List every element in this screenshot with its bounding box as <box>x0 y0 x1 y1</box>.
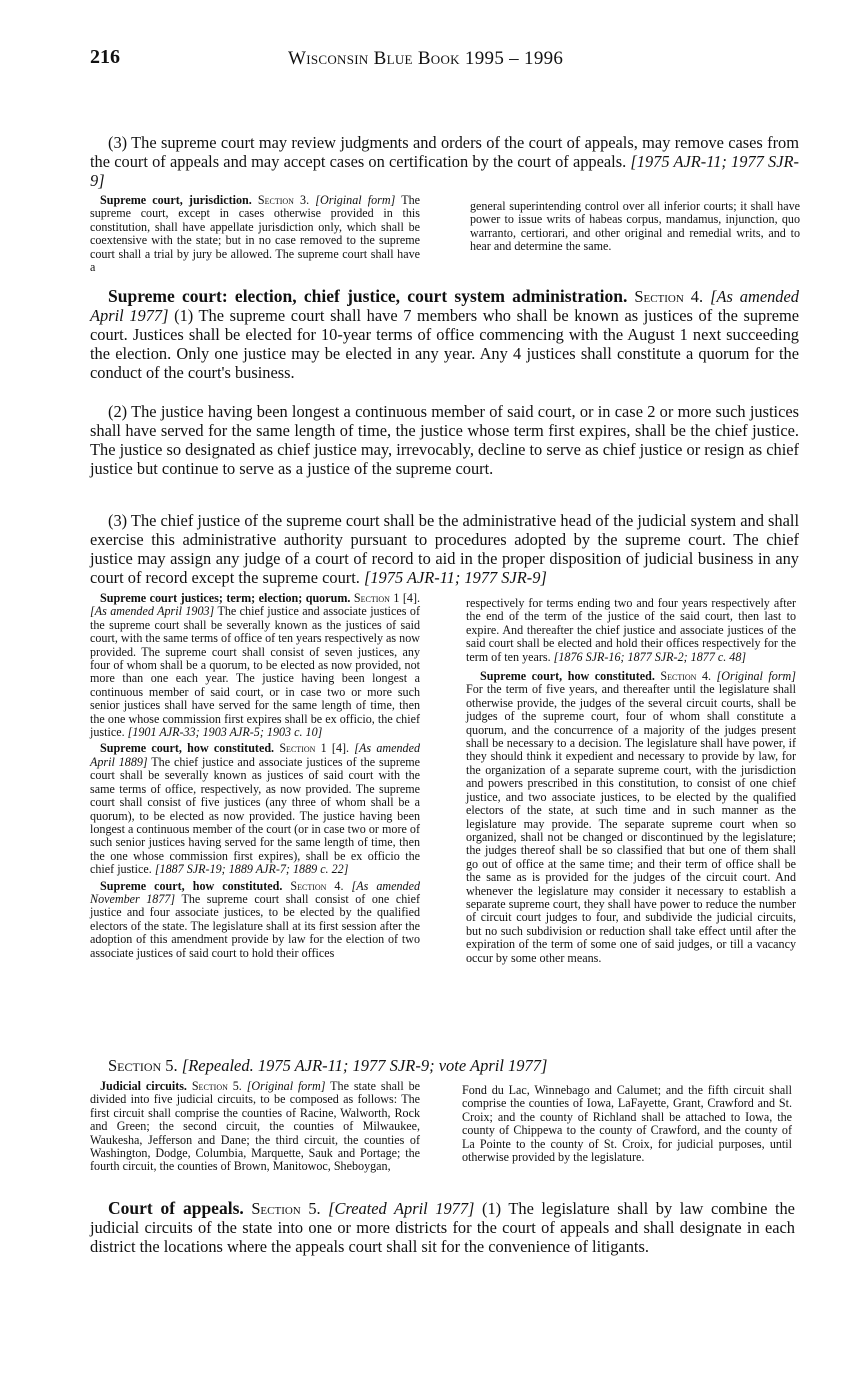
court-of-appeals-heading: Court of appeals. <box>108 1198 244 1218</box>
section-4-p2-text: (2) The justice having been longest a continuous member of said court, or in case 2 or more such justices shall have served for the same length of time, the justice whose term first expires, shall be the chief justice. The justice so designated as chief justice may, irrevocably, decline to serve as chief justice or resign as chief justice but continue to serve as a justice of the supreme court. <box>90 402 799 478</box>
note-citation: [1887 SJR-19; 1889 AJR-7; 1889 c. 22] <box>154 862 349 877</box>
note-circuits-right <box>462 1084 792 1167</box>
section-3-p3-text: (3) The supreme court may review judgments and orders of the court of appeals, may remove cases from the court of appeals and may accept cases on certification by the court of appeals. <box>90 133 799 171</box>
note-amendment: [As amended April 1903] <box>90 604 215 619</box>
note-amendment: [Original form] <box>716 669 796 684</box>
section-4-paragraph-3 <box>90 511 799 587</box>
note-amendment: [Original form] <box>246 1079 326 1093</box>
section-4-paragraph-1 <box>90 287 799 382</box>
note-title: Judicial circuits. <box>100 1079 187 1093</box>
note-circuits-left <box>90 1080 420 1177</box>
section-4-heading: Supreme court: election, chief justice, court system administration. <box>108 286 628 306</box>
note-1877-end <box>466 597 796 664</box>
note-text: respectively for terms ending two and four years respectively after the end of the term of the justice of the said court, then last to expire. And thereafter the chief justice and associate justices of the said court shall be elected and hold their offices respectively for the term of ten years. <box>466 596 796 664</box>
note-text: The chief justice and associate justices of the supreme court shall be severally known as justices of said court with the same terms of office, respectively, as now provided. The supreme court shall consist of five justices (any three of whom shall be a quorum), to be elected as now provided. The justice having been longest a continuous member of the court (or in case two or more of such senior justices having served for the same length of time, then the one whose commission first expires), shall be ex officio the chief justice. <box>90 754 420 877</box>
note-title: Supreme court, how constituted. <box>100 741 275 756</box>
note-title: Supreme court, how constituted. <box>480 669 655 684</box>
court-of-appeals-text: (1) The legislature shall by law combine the judicial circuits of the state into one or more districts for the court of appeals and shall designate in each district the locations where the appeals court shall sit for the convenience of litigants. <box>90 1199 795 1256</box>
note-title: Supreme court, jurisdiction. <box>100 193 252 207</box>
court-of-appeals-amendment: [Created April 1977] <box>328 1199 475 1218</box>
section-4-number: Section 4. <box>634 287 704 306</box>
note-title: Supreme court, how constituted. <box>100 878 283 893</box>
note-original <box>466 670 796 965</box>
note-amendment: [Original form] <box>315 193 396 207</box>
note-text: The state shall be divided into five judicial circuits, to be composed as follows: The first circuit shall comprise the counties of Racine, Walworth, Rock and Green; the second circuit, the counties of Milwaukee, Waukesha, Jefferson and Dane; the third circuit, the counties of Washington, Dodge, Columbia, Marquette, Sauk and Portage; the fourth circuit, the counties of Brown, Manitowoc, Sheboygan, <box>90 1079 420 1174</box>
section-3-p3-citation: [1975 AJR-11; 1977 SJR-9] <box>90 152 799 190</box>
section-5-court-of-appeals <box>90 1199 795 1256</box>
section-4-p3-citation: [1975 AJR-11; 1977 SJR-9] <box>363 568 547 587</box>
note-1889 <box>90 742 420 876</box>
running-head: Wisconsin Blue Book 1995 – 1996 <box>288 48 564 69</box>
section-4-p3-text: (3) The chief justice of the supreme court shall be the administrative head of the judicial system and shall exercise this administrative authority pursuant to procedures adopted by the supreme court. The chief justice may assign any judge of a court of record to aid in the proper disposition of judicial business in any court of record except the supreme court. <box>90 511 799 587</box>
note-text: For the term of five years, and thereafter until the legislature shall otherwise provide, the judges of the several circuit courts, shall be judges of the supreme court, four of whom shall constitute a quorum, and the concurrence of a majority of the judges present shall be necessary to a decision. The legislature shall have power, if they should think it expedient and necessary to provide by law, for the organization of a separate supreme court, with the jurisdiction and powers prescribed in this constitution, to consist of one chief justice, and two associate justices, to be elected by the qualified electors of the state, at such time and in such manner as the legislature may provide. The separate supreme court when so organized, shall not be changed or discontinued by the legislature; the judges thereof shall be so classified that but one of them shall go out of office at the same time; and their term of office shall be the same as is provided for the judges of the circuit court. And whenever the legislature may consider it necessary to establish a separate supreme court, they shall have power to reduce the number of circuit court judges to four, and subdivide the judicial circuits, but no such subdivision or reduction shall take effect until after the expiration of the term of some one of said judges, or till a vacancy occur by some other means. <box>466 682 796 965</box>
section-5-repealed <box>108 1056 547 1076</box>
note-citation: [1876 SJR-16; 1877 SJR-2; 1877 c. 48] <box>553 649 747 664</box>
note-text: Fond du Lac, Winnebago and Calumet; and the fifth circuit shall comprise the counties of Iowa, LaFayette, Grant, Crawford and St. Croix; and the county of Richland shall be attached to Iowa, the county of Chippewa to the county of Crawford, and the county of La Pointe to the county of St. Croix, for judicial purposes, until otherwise provided by the legislature. <box>462 1083 792 1165</box>
note-section: Section 4. <box>290 878 344 893</box>
note-jurisdiction-left <box>90 194 420 277</box>
notes-section-4-right <box>466 597 796 968</box>
note-jurisdiction-right <box>470 200 800 257</box>
section-5-number: Section 5. <box>108 1056 178 1075</box>
section-4-p1-text: (1) The supreme court shall have 7 members who shall be known as justices of the supreme court. Justices shall be elected for 10-year terms of office commencing with the August 1 next succeeding the election. Only one justice may be elected in any year. Any 4 justices shall constitute a quorum for the conduct of the court's business. <box>90 306 800 382</box>
section-3-paragraph-3 <box>90 133 799 190</box>
note-amendment: [As amended November 1877] <box>90 878 420 906</box>
notes-section-4-left <box>90 592 420 963</box>
section-4-amendment: [As amended April 1977] <box>90 287 799 325</box>
note-section: Section 1 [4]. <box>279 741 350 756</box>
note-1877-start <box>90 880 420 960</box>
page-number: 216 <box>90 46 120 68</box>
note-text: The chief justice and associate justices of the supreme court shall be severally known as the justices of said court, with the same terms of office of ten years respectively as now provided. The supreme court shall consist of seven justices, any four of whom shall be a quorum, to be elected as now provided, not more than one each year. The justice having been longest a continuous member of said court, or in case two or more such senior justices shall have served for the same length of time, then the one whose commission first expires shall be ex officio, the chief justice. <box>90 604 420 740</box>
note-section: Section 3. <box>257 193 310 207</box>
note-citation: [1901 AJR-33; 1903 AJR-5; 1903 c. 10] <box>127 725 323 740</box>
note-title: Supreme court justices; term; election; quorum. <box>100 591 351 605</box>
note-section: Section 1 [4]. <box>353 591 420 605</box>
note-section: Section 5. <box>191 1079 242 1093</box>
section-4-paragraph-2 <box>90 402 799 478</box>
note-text: general superintending control over all inferior courts; it shall have power to issue writs of habeas corpus, mandamus, injunction, quo warranto, certiorari, and other original and remedial writs, and to hear and determine the same. <box>470 199 800 254</box>
note-amendment: [As amended April 1889] <box>90 741 420 769</box>
note-text: The supreme court shall consist of one chief justice and four associate justices, to be elected by the qualified electors of the state. The legislature shall at its first session after the adoption of this amendment provide by law for the election of two associate justices of said court to hold their offices <box>90 891 420 960</box>
note-text: The supreme court, except in cases otherwise provided in this constitution, shall have appellate jurisdiction only, which shall be coextensive with the state; but in no case removed to the supreme court shall a trial by jury be allowed. The supreme court shall have a <box>90 193 421 275</box>
repealed-note: [Repealed. 1975 AJR-11; 1977 SJR-9; vote April 1977] <box>181 1056 548 1075</box>
note-1903 <box>90 592 420 739</box>
court-of-appeals-section: Section 5. <box>251 1199 321 1218</box>
note-section: Section 4. <box>660 669 712 684</box>
